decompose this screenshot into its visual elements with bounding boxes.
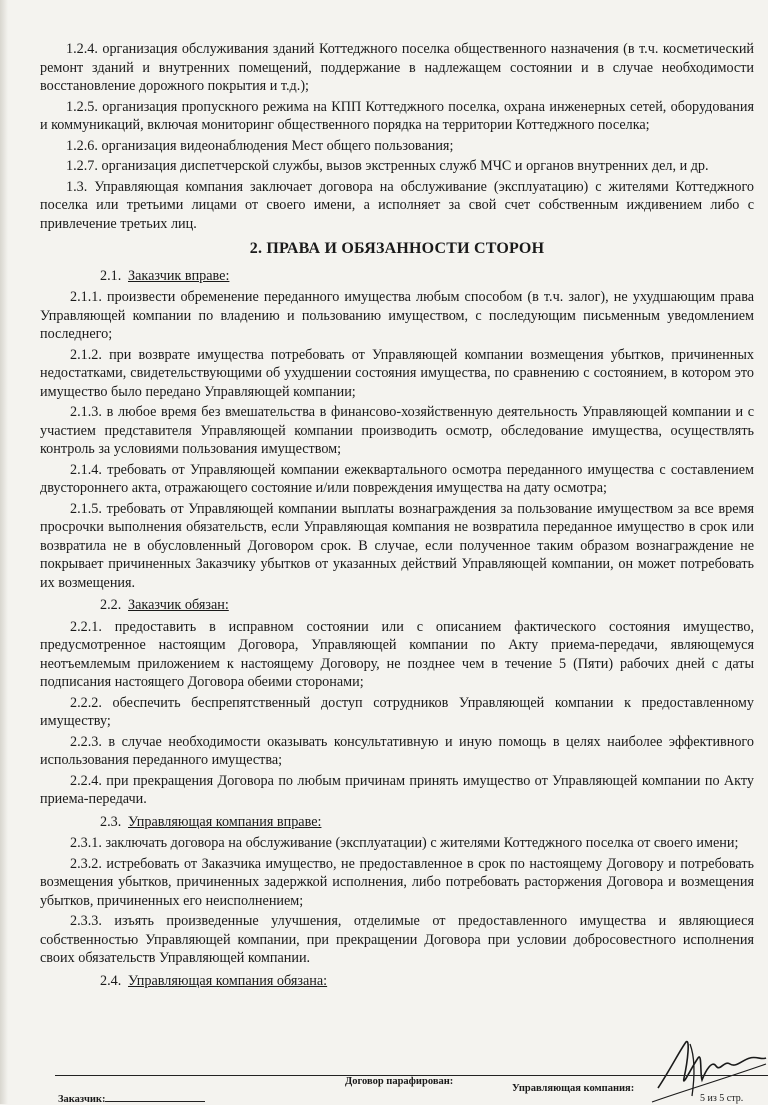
subsection-number: 2.3. <box>100 813 122 830</box>
page-number: 5 из 5 стр. <box>700 1093 744 1104</box>
subsection-number: 2.1. <box>100 267 122 284</box>
subsection-label: Управляющая компания обязана: <box>128 972 328 989</box>
paragraph-2-1-4: 2.1.4. требовать от Управляющей компании ежеквартального осмотра переданного имущества с составлением двустороннего акта, отражающего состояние и/или повреждения имущества на дату осмотра; <box>40 461 754 496</box>
subsection-label: Управляющая компания вправе: <box>128 813 322 830</box>
subsection-number: 2.4. <box>100 972 122 989</box>
paragraph-2-2-1: 2.2.1. предоставить в исправном состоянии или с описанием фактического состояния имущество, предусмотренное настоящим Договора, Управляющей компании по Акту приема-передачи, являющемуся неотъемлемым приложением к настоящему Договору, не позднее чем в течение 5 (Пяти) рабочих дней с даты подписания настоящего Договора обеими сторонами; <box>40 618 754 690</box>
paragraph-1-2-5: 1.2.5. организация пропускного режима на КПП Коттеджного поселка, охрана инженерных сетей, оборудования и коммуникаций, включая мониторинг общественного порядка на территории Коттеджного поселка; <box>40 98 754 133</box>
paragraph-2-1-2: 2.1.2. при возврате имущества потребовать от Управляющей компании возмещения убытков, причиненных недостатками, свидетельствующими об ухудшении состояния имущества, по сравнению с состоянием, в котором это имущество было передано Управляющей компании; <box>40 346 754 400</box>
footer-initialed: Договор парафирован: <box>345 1076 454 1087</box>
paragraph-2-3-2: 2.3.2. истребовать от Заказчика имущество, не предоставленное в срок по настоящему Договору и потребовать возмещения убытков, причиненных задержкой исполнения, либо потребовать расторжения Договора и возмещения убытков, причиненных его неисполнением; <box>40 855 754 909</box>
paragraph-1-2-4: 1.2.4. организация обслуживания зданий Коттеджного поселка общественного назначения (в т.ч. косметический ремонт зданий и внутренних помещений, поддержание в надлежащем состоянии и в случае необходимости восстановление дорожного покрытия и т.д.); <box>40 41 754 94</box>
paragraph-2-2-4: 2.2.4. при прекращения Договора по любым причинам принять имущество от Управляющей компании по Акту приема-передачи. <box>40 772 754 807</box>
footer-company: Управляющая компания: <box>512 1083 635 1094</box>
paragraph-2-3-3: 2.3.3. изъять произведенные улучшения, отделимые от предоставленного имущества и являющиеся собственностью Управляющей компании, при прекращении Договора при условии добросовестного исполнения своих обязательств Управляющей компании. <box>40 913 754 966</box>
paragraph-2-1-1: 2.1.1. произвести обременение переданного имущества любым способом (в т.ч. залог), не ухудшающим права Управляющей компании по владению и пользованию имуществом, с последующим письменным уведомлением последнего; <box>40 289 754 342</box>
page-footer <box>0 1076 768 1104</box>
paragraph-2-2-3: 2.2.3. в случае необходимости оказывать консультативную и иную помощь в целях наиболее эффективного использования переданного имущества; <box>40 733 754 768</box>
subsection-label: Заказчик обязан: <box>128 597 229 613</box>
paragraph-1-3: 1.3. Управляющая компания заключает договора на обслуживание (эксплуатацию) с жителями Коттеджного поселка или третьими лицами от своего имени, а исполняет за свой счет собственным иждивением либо с привлечение третьих лиц. <box>40 178 754 232</box>
section-title: 2. ПРАВА И ОБЯЗАННОСТИ СТОРОН <box>249 240 545 257</box>
subsection-2-3-heading <box>40 813 754 832</box>
paragraph-1-2-6: 1.2.6. организация видеонаблюдения Мест общего пользования; <box>66 137 454 154</box>
document-body <box>40 40 754 993</box>
subsection-number: 2.2. <box>100 597 122 613</box>
paragraph-1-2-7: 1.2.7. организация диспетчерской службы, вызов экстренных служб МЧС и органов внутренних дел, и др. <box>66 158 709 174</box>
paragraph-2-3-1: 2.3.1. заключать договора на обслуживание (эксплуатации) с жителями Коттеджного поселка от своего имени; <box>70 835 739 851</box>
footer-customer-label: Заказчик: <box>58 1094 106 1105</box>
paragraph-2-1-3: 2.1.3. в любое время без вмешательства в финансово-хозяйственную деятельность Управляющей компании и с участием представителя Управляющей компании производить осмотр, обследование имущества, осуществлять контроль за условиями пользования имуществом; <box>40 404 754 457</box>
scan-shadow <box>0 0 8 1104</box>
footer-customer <box>58 1092 205 1105</box>
paragraph-2-1-5: 2.1.5. требовать от Управляющей компании выплаты вознаграждения за пользование имуществом за все время просрочки выполнения обязательств, если Управляющая компания не возвратила переданное имущество в срок или возвратила не в обусловленный Договором срок. В случае, если полученное таким образом вознаграждение не покрывает причиненных Заказчику убытков от указанных действий Управляющей компании, он может потребовать их возмещения. <box>40 500 754 591</box>
subsection-label: Заказчик вправе: <box>128 267 230 284</box>
signature-line <box>105 1092 205 1102</box>
paragraph-2-2-2: 2.2.2. обеспечить беспрепятственный доступ сотрудников Управляющей компании к предоставленному имуществу; <box>40 694 754 729</box>
subsection-2-1-heading <box>40 267 754 286</box>
subsection-2-2-heading <box>40 596 754 615</box>
subsection-2-4-heading <box>40 972 754 991</box>
